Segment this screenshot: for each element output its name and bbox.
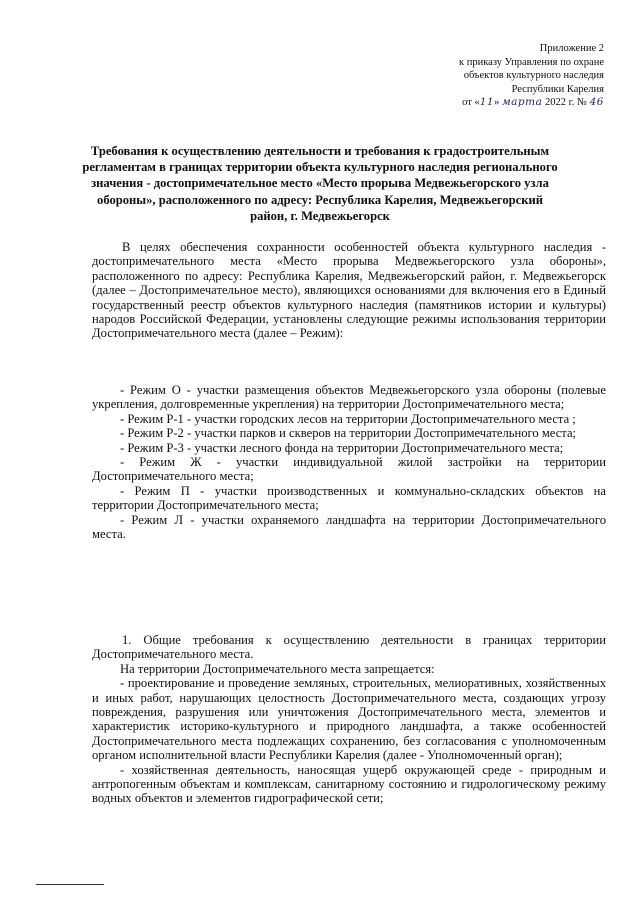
handwritten-day: 11: [479, 96, 495, 108]
regimes-list: [92, 383, 606, 541]
appendix-line: Республики Карелия: [511, 83, 604, 95]
appendix-line: объектов культурного наследия: [463, 70, 604, 81]
regime-item: - Режим Р-3 - участки лесного фонда на территории Достопримечательного места;: [120, 440, 564, 455]
handwritten-month: марта: [501, 96, 543, 108]
regime-item: - Режим О - участки размещения объектов Медвежьегорского узла обороны (полевые укрепления, долговременные укрепления) на территории Достопримечательного места;: [92, 383, 606, 412]
intro-paragraph: В целях обеспечения сохранности особенностей объекта культурного наследия - достопримечательного места «Место прорыва Медвежьегорского узла обороны», расположенного по адресу: Республика Карелия, Медвежьегорский район, г. Медвежьегорск (далее – Достопримечательное место), являющихся основаниями для включения его в Единый государственный реестр объектов культурного наследия (памятников истории и культуры) народов Российской Федерации, установлены следующие режимы использования территории Достопримечательного места (далее – Режим):: [92, 240, 606, 341]
section-1: [92, 633, 606, 806]
prohibition-item: - хозяйственная деятельность, наносящая ущерб окружающей среде - природным и антропогенным объектам и комплексам, санитарному состоянию и гидрологическому режиму водных объектов и элементов гидрографической сети;: [92, 762, 606, 806]
appendix-line: Приложение 2: [539, 43, 604, 54]
regime-item: - Режим Р-2 - участки парков и скверов на территории Достопримечательного места;: [120, 426, 577, 441]
date-year: 2022 г. №: [542, 97, 590, 108]
prohibited-intro: На территории Достопримечательного места запрещается:: [120, 661, 435, 676]
document-title: Требования к осуществлению деятельности и требования к градостроительным регламентам в границах территории объекта культурного наследия регионального значения - достопримечательное место «Место прорыва Медвежьегорского узла обороны», расположенного по адресу: Республика Карелия, Медвежьегорский район, г. Медвежьегорск: [82, 144, 558, 223]
section-heading: 1. Общие требования к осуществлению деятельности в границах территории Достопримечательного места.: [92, 633, 606, 662]
appendix-line: к приказу Управления по охране: [459, 56, 604, 68]
footnote-divider: [36, 884, 104, 885]
regime-item: - Режим Р-1 - участки городских лесов на территории Достопримечательного места ;: [120, 411, 576, 426]
appendix-block: [364, 42, 604, 110]
handwritten-number: 46: [589, 96, 604, 108]
regime-item: - Режим Ж - участки индивидуальной жилой застройки на территории Достопримечательного места;: [92, 455, 606, 484]
regime-item: - Режим П - участки производственных и коммунально-складских объектов на территории Достопримечательного места;: [92, 483, 606, 513]
date-mid: »: [494, 97, 502, 108]
date-prefix: от «: [462, 97, 480, 108]
body-text: [92, 240, 606, 341]
order-date-line: [364, 96, 604, 110]
prohibition-item: - проектирование и проведение земляных, строительных, мелиоративных, хозяйственных и иных работ, нарушающих целостность Достопримечательного места, создающих угрозу повреждения, разрушения или уничтожения Достопримечательного места, элементов и характеристик историко-культурного и природного ландшафта, а также особенностей Достопримечательного места подлежащих сохранению, без согласования с уполномоченным органом исполнительной власти Республики Карелия (далее - Уполномоченный орган);: [92, 676, 606, 763]
regime-item: - Режим Л - участки охраняемого ландшафта на территории Достопримечательного места.: [92, 512, 606, 542]
